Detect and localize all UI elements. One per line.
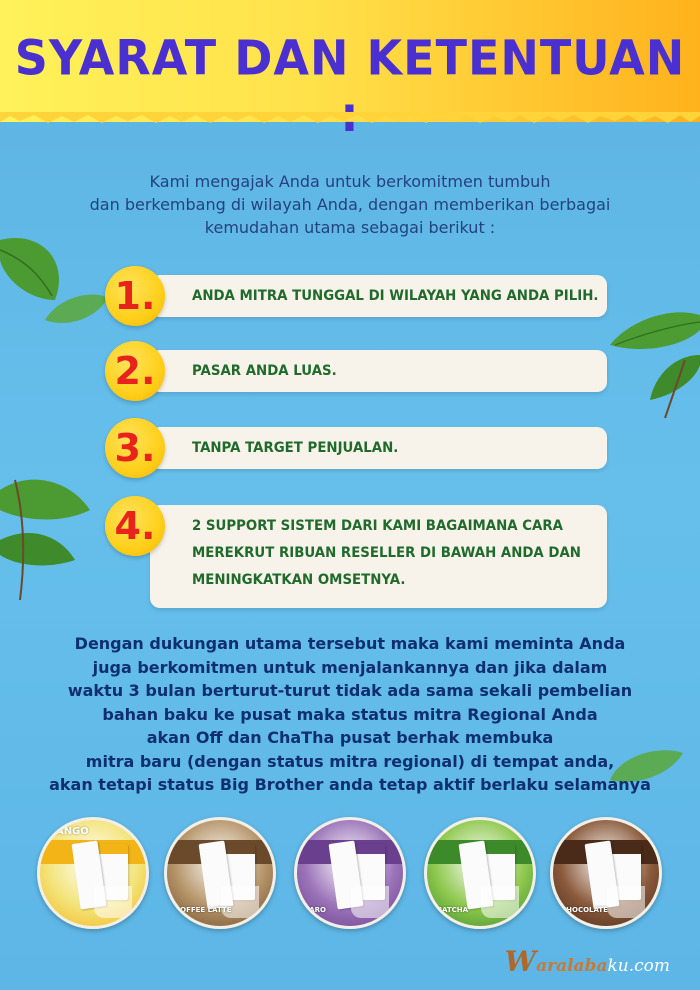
product-circle-mango: [37, 817, 149, 929]
page-title: SYARAT DAN KETENTUAN: [14, 29, 686, 86]
leaf-decoration-left-small: [40, 290, 110, 330]
benefit-text-line: MEREKRUT RIBUAN RESELLER DI BAWAH ANDA DAN: [192, 545, 581, 561]
intro-text: [40, 170, 660, 239]
benefit-text: TANPA TARGET PENJUALAN.: [192, 440, 399, 456]
terms-line: waktu 3 bulan berturut-turut tidak ada sama sekali pembelian: [67, 681, 633, 700]
header-zigzag: [0, 112, 700, 126]
product-sublabel: CHOCOLATE: [561, 906, 608, 914]
leaf-decoration-right: [605, 300, 700, 420]
terms-line: bahan baku ke pusat maka status mitra Regional Anda: [102, 704, 598, 724]
product-cup: [607, 886, 645, 918]
number-badge-1: 1.: [105, 266, 165, 326]
terms-paragraph: [20, 632, 680, 797]
terms-line: akan tetapi status Big Brother anda tetap aktif berlaku selamanya: [49, 775, 651, 794]
product-cup: [94, 886, 132, 918]
brand-logo: [505, 945, 670, 978]
benefit-item-3: [150, 427, 607, 469]
benefit-text: ANDA MITRA TUNGGAL DI WILAYAH YANG ANDA PILIH.: [192, 288, 599, 304]
leaf-decoration-left-bottom: [0, 470, 95, 600]
brand-initial: W: [504, 945, 537, 978]
benefit-item-4: [150, 505, 607, 608]
intro-line: dan berkembang di wilayah Anda, dengan memberikan berbagai: [89, 195, 611, 214]
benefit-text: PASAR ANDA LUAS.: [192, 363, 337, 379]
product-sublabel: TARO: [305, 906, 326, 914]
product-circle-chocolate: [550, 817, 662, 929]
intro-line: Kami mengajak Anda untuk berkomitmen tumbuh: [149, 172, 551, 191]
terms-line: juga berkomitmen untuk menjalankannya dan jika dalam: [92, 657, 608, 677]
brand-suffix: ku.com: [607, 956, 670, 976]
number-badge-4: 4.: [105, 496, 165, 556]
product-cup: [351, 886, 389, 918]
product-sublabel: MATCHA: [435, 906, 469, 914]
benefit-item-2: [150, 350, 607, 392]
benefit-text-line: 2 SUPPORT SISTEM DARI KAMI BAGAIMANA CARA: [192, 518, 563, 534]
terms-line: mitra baru (dengan status mitra regional) di tempat anda,: [85, 751, 615, 771]
product-circle-taro: [294, 817, 406, 929]
product-circle-matcha: [424, 817, 536, 929]
brand-name: aralaba: [536, 956, 608, 976]
terms-line: Dengan dukungan utama tersebut maka kami meminta Anda: [74, 634, 626, 653]
benefit-text-line: MENINGKATKAN OMSETNYA.: [192, 572, 406, 588]
benefit-item-1: [150, 275, 607, 317]
number-badge-3: 3.: [105, 418, 165, 478]
number-badge-2: 2.: [105, 341, 165, 401]
intro-line: kemudahan utama sebagai berikut :: [204, 218, 496, 237]
product-cup: [481, 886, 519, 918]
product-circle-coffee: [164, 817, 276, 929]
header-banner: [0, 0, 700, 122]
product-label: MANGO: [46, 826, 89, 837]
product-sublabel: COFFEE LATTE: [175, 906, 232, 914]
terms-line: akan Off dan ChaTha pusat berhak membuka: [146, 728, 554, 747]
